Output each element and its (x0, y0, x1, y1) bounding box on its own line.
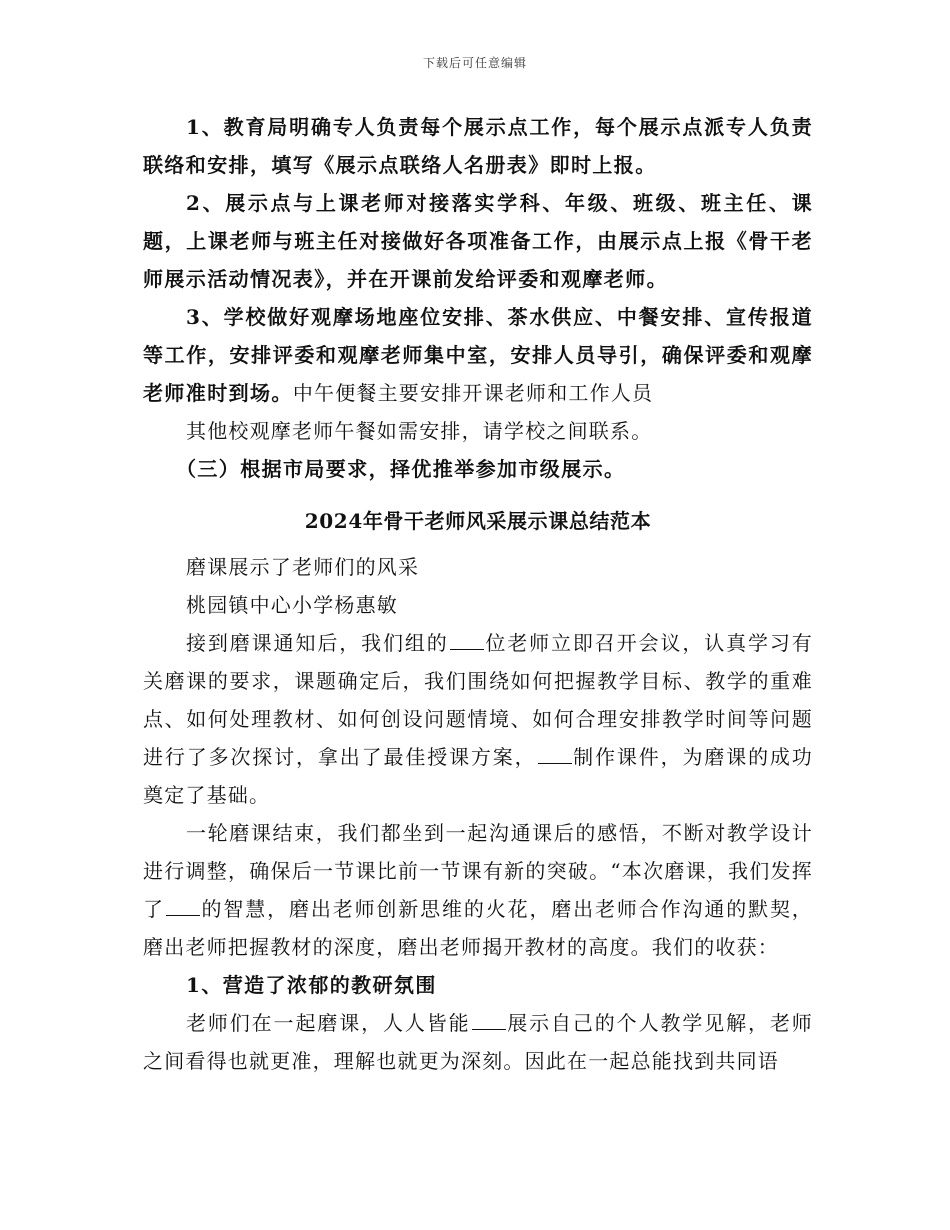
list-item-2: 2、展示点与上课老师对接落实学科、年级、班级、班主任、课题，上课老师与班主任对接做好各项准备工作，由展示点上报《骨干老师展示活动情况表》，并在开课前发给评委和观摩老师。 (143, 191, 813, 291)
list-item-1: 1、教育局明确专人负责每个展示点工作，每个展示点派专人负责联络和安排，填写《展示点联络人名册表》即时上报。 (143, 115, 813, 177)
author-line: 桃园镇中心小学杨惠敏 (186, 593, 398, 617)
paragraph-1-part-a: 接到磨课通知后，我们组的 (186, 631, 449, 655)
paragraph-1-part-b: 位老师立即召开会议，认真学习有关磨课的要求，课题确定后，我们围绕如何把握教学目标、教学的重难点、如何处理教材、如何创设问题情境、如何合理安排教学时间等问题进行了多次探讨，拿出了最佳授课方案， (143, 631, 814, 769)
blank-underline (538, 749, 572, 764)
paragraph-3 (143, 1004, 813, 1080)
subheading-1: 1、营造了浓郁的教研氛围 (186, 973, 437, 997)
paragraph-2-part-a: 一轮磨课结束，我们都坐到一起沟通课后的感悟，不断对教学设计进行调整，确保后一节课比前一节课有新的突破。“本次磨课，我们发挥了 (143, 821, 813, 921)
paragraph-3-part-b: 展示自己的个人教学见解，老师之间看得也就更准，理解也就更为深刻。因此在一起总能找到共同语 (143, 1011, 813, 1073)
paragraph-2 (143, 814, 813, 966)
list-item-3-bold-text: 3、学校做好观摩场地座位安排、茶水供应、中餐安排、宣传报道等工作，安排评委和观摩老师集中室，安排人员导引，确保评委和观摩老师准时到场。 (143, 305, 813, 405)
list-item-3 (143, 298, 813, 412)
lunch-note: 其他校观摩老师午餐如需安排，请学校之间联系。 (186, 419, 653, 443)
paragraph-3-part-a: 老师们在一起磨课，人人皆能 (186, 1011, 471, 1035)
paragraph-1-part-c: 制作课件，为磨课的成功奠定了基础。 (143, 745, 813, 807)
section-heading-three: （三）根据市局要求，择优推举参加市级展示。 (176, 457, 626, 481)
blank-underline (450, 635, 484, 650)
document-title: 2024年骨干老师风采展示课总结范本 (304, 509, 652, 533)
paragraph-2-part-b: 的智慧，磨出老师创新思维的火花，磨出老师合作沟通的默契，磨出老师把握教材的深度，磨出老师揭开教材的高度。我们的收获： (143, 897, 814, 959)
blank-underline (166, 901, 200, 916)
document-body (143, 108, 813, 1080)
page-header: 下载后可任意编辑 (422, 56, 527, 70)
summary-subtitle: 磨课展示了老师们的风采 (186, 555, 420, 579)
blank-underline (472, 1015, 506, 1030)
paragraph-1 (143, 624, 813, 814)
list-item-3-normal-text: 中午便餐主要安排开课老师和工作人员 (292, 381, 654, 405)
